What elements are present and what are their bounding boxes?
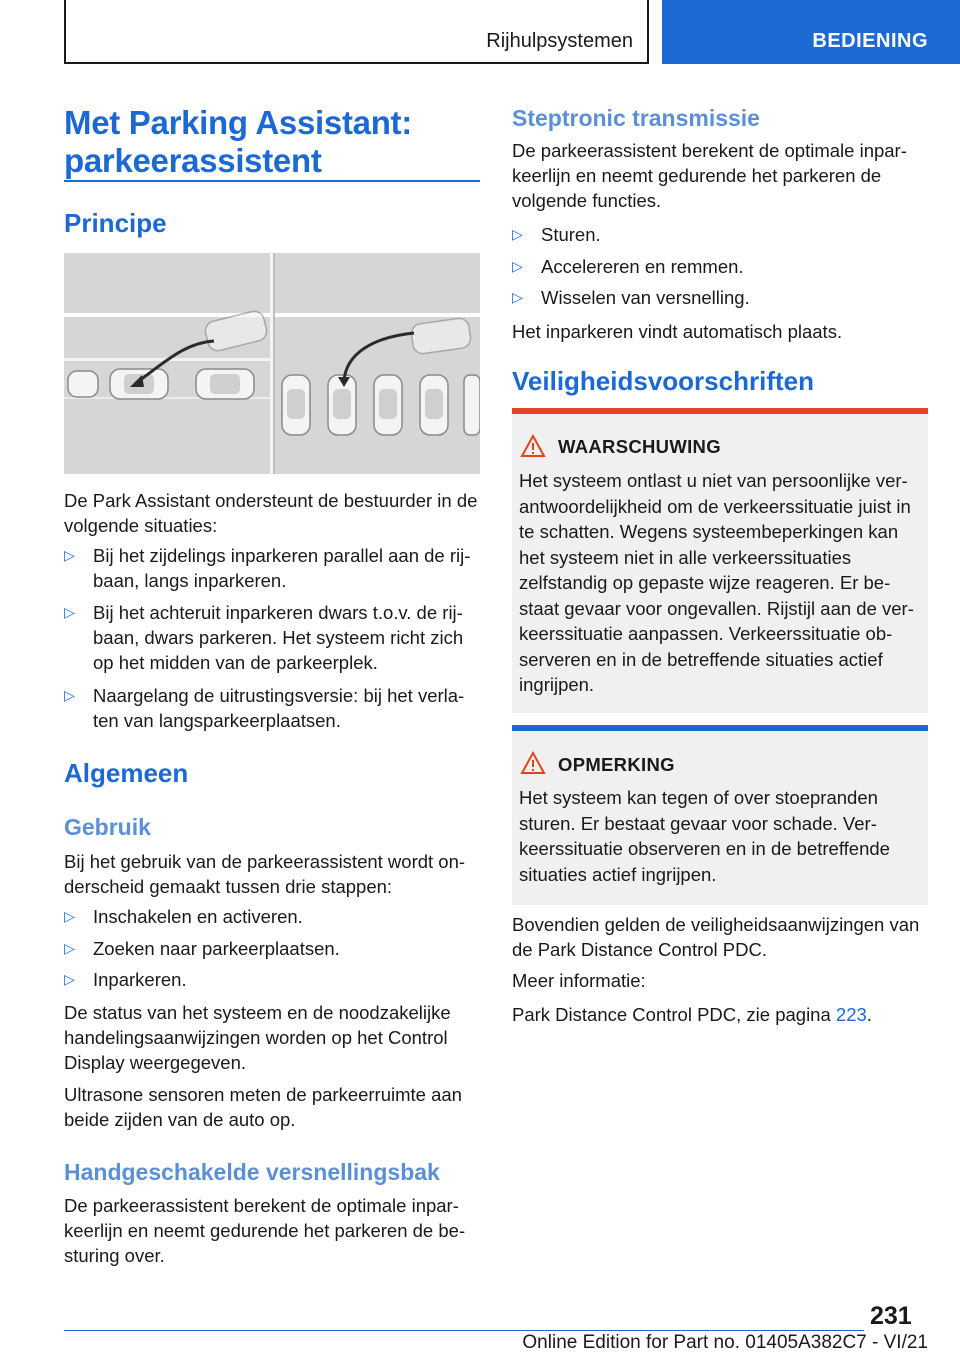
header-section-title: Rijhulpsystemen [486, 30, 633, 52]
note-box [512, 725, 928, 905]
footer-rule [64, 1330, 864, 1331]
header-section-box [64, 0, 649, 64]
parking-illustration-svg [64, 253, 480, 474]
list-item-text: Bij het zijdelings inparkeren parallel aan de rij-baan, langs inparkeren. [93, 545, 471, 591]
warning-bar [512, 408, 928, 414]
warning-triangle-icon [520, 751, 546, 775]
list-item-text: Naargelang de uitrustingsversie: bij het verla-ten van langsparkeerplaatsen. [93, 685, 465, 731]
list-item-text: Accelereren en remmen. [541, 256, 744, 277]
pdc-text: Bovendien gelden de veiligheidsaanwijzingen van de Park Distance Control PDC. [512, 914, 920, 960]
list-item-text: Inparkeren. [93, 969, 187, 990]
triangle-bullet-icon: ▷ [64, 547, 75, 563]
note-text: Het systeem kan tegen of over stoepranden sturen. Er bestaat gevaar voor schade. Ver-keerssituatie observeren en in de betreffende situaties actief ingrijpen. [519, 787, 890, 885]
sensor-text: Ultrasone sensoren meten de parkeerruimte aan beide zijden van de auto op. [64, 1084, 462, 1130]
triangle-bullet-icon: ▷ [64, 604, 75, 620]
list-item-text: Bij het achteruit inparkeren dwars t.o.v. de rij-baan, dwars parkeren. Het systeem richt zich op het midden van de parkeerplek. [93, 602, 464, 673]
note-title: OPMERKING [558, 754, 675, 775]
triangle-bullet-icon: ▷ [512, 289, 523, 305]
algemeen-heading: Algemeen [64, 758, 189, 788]
steptronic-text: De parkeerassistent berekent de optimale inpar-keerlijn en neemt gedurende het parkeren de volgende functies. [512, 140, 907, 211]
header-chapter-tab [662, 0, 960, 64]
list-item-text: Sturen. [541, 224, 601, 245]
header-chapter-title: BEDIENING [812, 30, 928, 52]
list-item-text: Inschakelen en activeren. [93, 906, 303, 927]
warning-triangle-icon [520, 434, 546, 458]
triangle-bullet-icon: ▷ [64, 908, 75, 924]
status-text: De status van het systeem en de noodzakelijke handelingsaanwijzingen worden op het Control Display weergegeven. [64, 1002, 451, 1073]
reference-label: Park Distance Control PDC, zie pagina [512, 1004, 836, 1025]
edition-footer: Online Edition for Part no. 01405A382C7 - VI/21 [522, 1332, 928, 1353]
more-info-label: Meer informatie: [512, 970, 646, 991]
reference-text [512, 1002, 928, 1027]
warning-title: WAARSCHUWING [558, 436, 721, 457]
triangle-bullet-icon: ▷ [64, 940, 75, 956]
safety-heading: Veiligheidsvoorschriften [512, 366, 814, 396]
triangle-bullet-icon: ▷ [512, 226, 523, 242]
intro-text: De Park Assistant ondersteunt de bestuurder in de volgende situaties: [64, 490, 478, 536]
gebruik-text: Bij het gebruik van de parkeerassistent wordt on-derscheid gemaakt tussen drie stappen: [64, 851, 466, 897]
triangle-bullet-icon: ▷ [64, 971, 75, 987]
list-item-text: Wisselen van versnelling. [541, 287, 750, 308]
page-title: Met Parking Assistant: parkeerassistent [64, 104, 412, 179]
note-bar [512, 725, 928, 731]
warning-text: Het systeem ontlast u niet van persoonlijke ver-antwoordelijkheid om de verkeerssituatie juist in te schatten. Wegens systeembeperkingen kan het systeem niet in alle verkeerssituaties zelfstandig op gepaste wijze reageren. Er be-staat gevaar voor ongevallen. Rijstijl aan de ver-keerssituatie aanpassen. Verkeerssituatie ob-serveren en in de betreffende situaties actief ingrijpen. [519, 470, 914, 695]
triangle-bullet-icon: ▷ [64, 687, 75, 703]
page-number: 231 [870, 1302, 912, 1330]
warning-box [512, 408, 928, 713]
principe-heading: Principe [64, 208, 167, 238]
title-rule [64, 180, 480, 182]
manual-heading: Handgeschakelde versnellingsbak [64, 1159, 440, 1185]
list-item-text: Zoeken naar parkeerplaatsen. [93, 938, 340, 959]
steptronic-heading: Steptronic transmissie [512, 105, 760, 131]
triangle-bullet-icon: ▷ [512, 258, 523, 274]
page-reference-link[interactable]: 223 [835, 1004, 867, 1025]
manual-text: De parkeerassistent berekent de optimale inpar-keerlijn en neemt gedurende het parkeren de be-sturing over. [64, 1195, 466, 1266]
reference-end: . [866, 1004, 872, 1025]
parking-illustration [64, 253, 480, 474]
auto-text: Het inparkeren vindt automatisch plaats. [512, 321, 843, 342]
gebruik-heading: Gebruik [64, 814, 151, 840]
